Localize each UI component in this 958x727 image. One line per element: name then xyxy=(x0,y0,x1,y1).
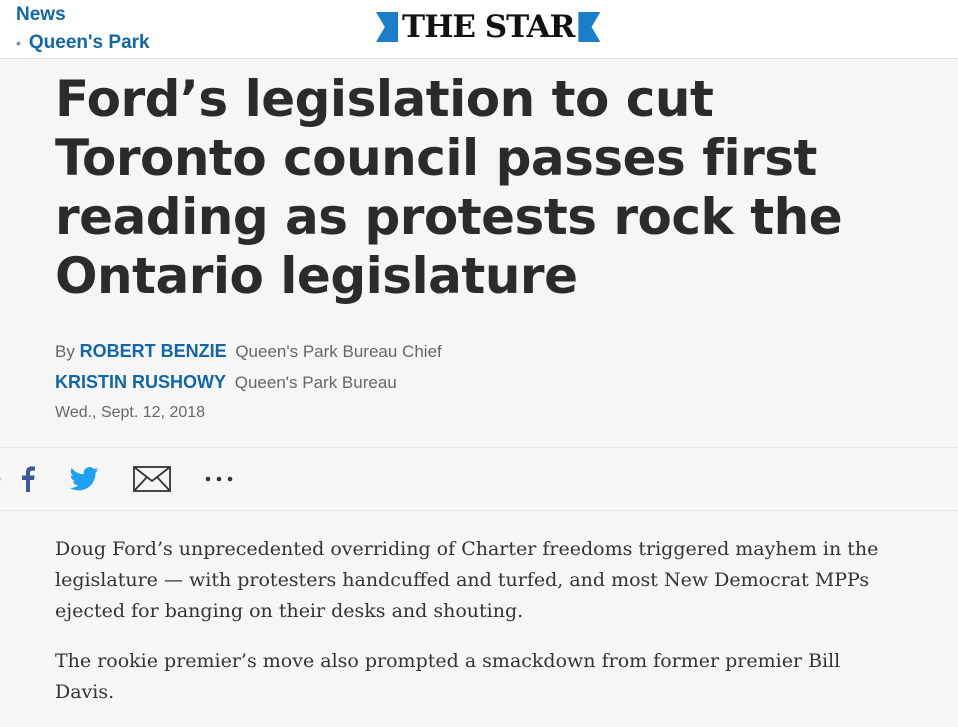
logo-flag-right-icon xyxy=(578,12,600,42)
logo-wordmark: THE STAR xyxy=(402,9,575,45)
breadcrumb-separator-icon: • xyxy=(16,35,21,51)
byline xyxy=(55,336,442,428)
logo-flag-left-icon xyxy=(376,12,398,42)
breadcrumb-subsection xyxy=(16,32,150,54)
author-role: Queen's Park Bureau xyxy=(234,373,397,392)
twitter-icon xyxy=(69,467,99,491)
author-link[interactable]: KRISTIN RUSHOWY xyxy=(55,372,226,392)
email-share-button[interactable] xyxy=(132,462,172,496)
site-header xyxy=(0,0,958,59)
breadcrumb-subsection-link[interactable]: Queen's Park xyxy=(28,32,150,53)
share-bar-pointer-icon xyxy=(0,472,2,486)
site-logo[interactable] xyxy=(376,10,600,44)
byline-row-1 xyxy=(55,336,442,367)
article-body xyxy=(55,534,905,727)
facebook-share-button[interactable] xyxy=(16,462,40,496)
facebook-icon xyxy=(21,466,35,492)
publish-date: Wed., Sept. 12, 2018 xyxy=(55,404,206,421)
share-bar xyxy=(0,447,958,511)
article-headline: Ford’s legislation to cut Toronto council passes first reading as protests rock the Ontario legislature xyxy=(55,70,843,305)
article-paragraph: Doug Ford’s unprecedented overriding of Charter freedoms triggered mayhem in the legislature — with protesters handcuffed and turfed, and most New Democrat MPPs ejected for banging on their desks and shouting. xyxy=(55,538,879,622)
byline-by: By xyxy=(55,342,75,361)
twitter-share-button[interactable] xyxy=(68,462,100,496)
more-icon xyxy=(204,476,234,482)
breadcrumb-section-link[interactable]: News xyxy=(16,4,66,25)
author-link[interactable]: ROBERT BENZIE xyxy=(79,341,227,361)
article-paragraph: The rookie premier’s move also prompted a smackdown from former premier Bill Davis. xyxy=(55,650,841,703)
author-role: Queen's Park Bureau Chief xyxy=(235,342,442,361)
byline-row-2 xyxy=(55,367,442,398)
more-share-options-button[interactable] xyxy=(202,462,236,496)
email-icon xyxy=(133,466,171,492)
